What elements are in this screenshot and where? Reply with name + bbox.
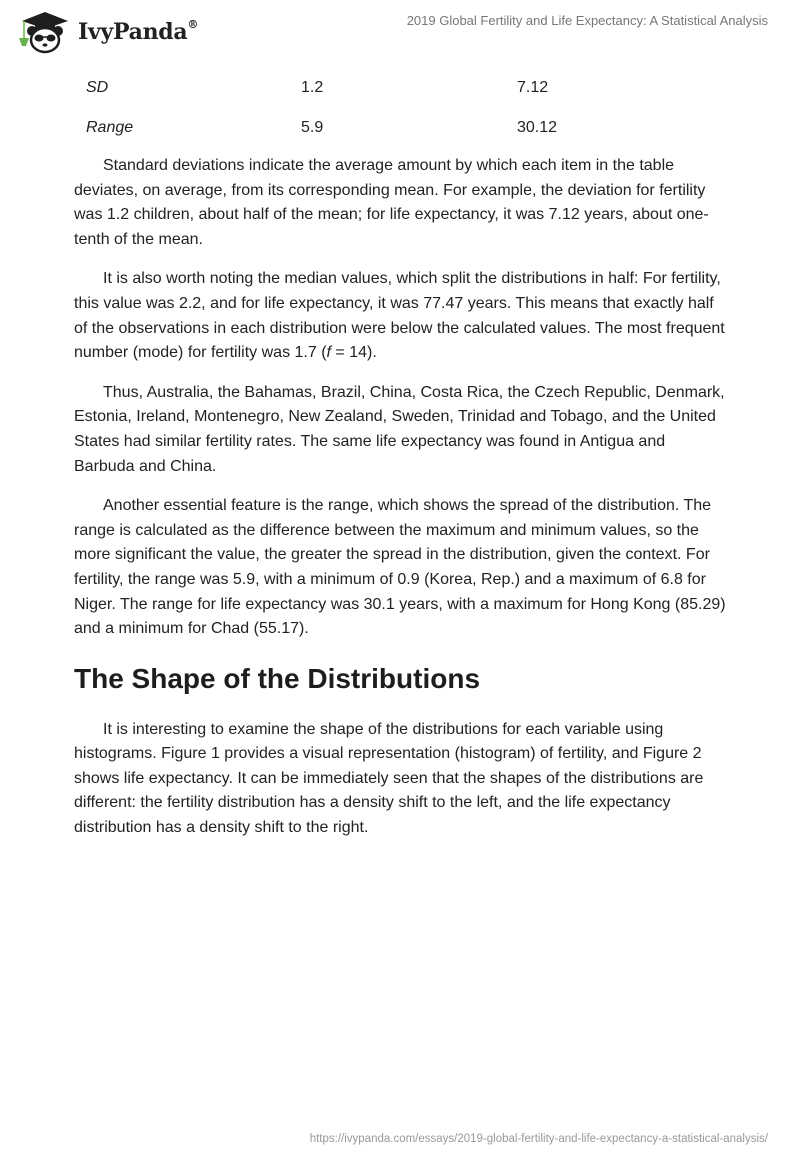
fertility-value: 1.2: [301, 79, 324, 96]
document-title: 2019 Global Fertility and Life Expectancy: A Statistical Analysis: [406, 13, 768, 28]
row-label: Range: [86, 119, 134, 136]
fertility-value: 5.9: [301, 119, 324, 136]
article-body: [74, 68, 726, 856]
paragraph-shape: It is interesting to examine the shape of the distributions for each variable using histograms. Figure 1 provides a visual representation (histogram) of fertility, and Figure 2 shows life expectancy. It can be immediately seen that the shapes of the distributions are different: the fertility distribution has a density shift to the left, and the life expectancy distribution has a density shift to the right.: [74, 720, 704, 837]
paragraph-median: It is also worth noting the median values, which split the distributions in half: For fertility, this value was 2.2, and for life expectancy, it was 77.47 years. This means that exactly half of the observations in each distribution were below the calculated values. The most frequent number (mode) for fertility was 1.7 (f = 14).: [74, 270, 725, 362]
panda-graduate-icon: [16, 8, 74, 54]
life-expectancy-value: 7.12: [517, 79, 549, 96]
paragraph-range: Another essential feature is the range, which shows the spread of the distribution. The range is calculated as the difference between the maximum and minimum values, so the more significant the value, the greater the spread in the distribution, given the context. For fertility, the range was 5.9, with a minimum of 0.9 (Korea, Rep.) and a maximum of 6.8 for Niger. The range for life expectancy was 30.1 years, with a maximum for Hong Kong (85.29) and a minimum for Chad (55.17).: [74, 497, 726, 638]
source-url[interactable]: https://ivypanda.com/essays/2019-global-fertility-and-life-expectancy-a-statistical-analysis/: [309, 1133, 768, 1145]
brand-name: IvyPanda®: [78, 17, 199, 45]
table-row: [74, 108, 726, 148]
section-heading: The Shape of the Distributions: [74, 662, 481, 694]
ivypanda-logo[interactable]: [16, 8, 198, 54]
paragraph-standard-deviation: Standard deviations indicate the average amount by which each item in the table deviates, on average, from its corresponding mean. For example, the deviation for fertility was 1.2 children, about half of the mean; for life expectancy, it was 7.12 years, about one-tenth of the mean.: [74, 157, 709, 248]
stats-table: [74, 68, 726, 148]
row-label: SD: [86, 79, 109, 96]
page-header: [0, 0, 800, 60]
paragraph-similar-rates: Thus, Australia, the Bahamas, Brazil, China, Costa Rica, the Czech Republic, Denmark, Estonia, Ireland, Montenegro, New Zealand, Sweden, Trinidad and Tobago, and the United States had similar fertility rates. The same life expectancy was found in Antigua and Barbuda and China.: [74, 383, 725, 475]
table-row: [74, 68, 726, 108]
life-expectancy-value: 30.12: [517, 119, 558, 136]
